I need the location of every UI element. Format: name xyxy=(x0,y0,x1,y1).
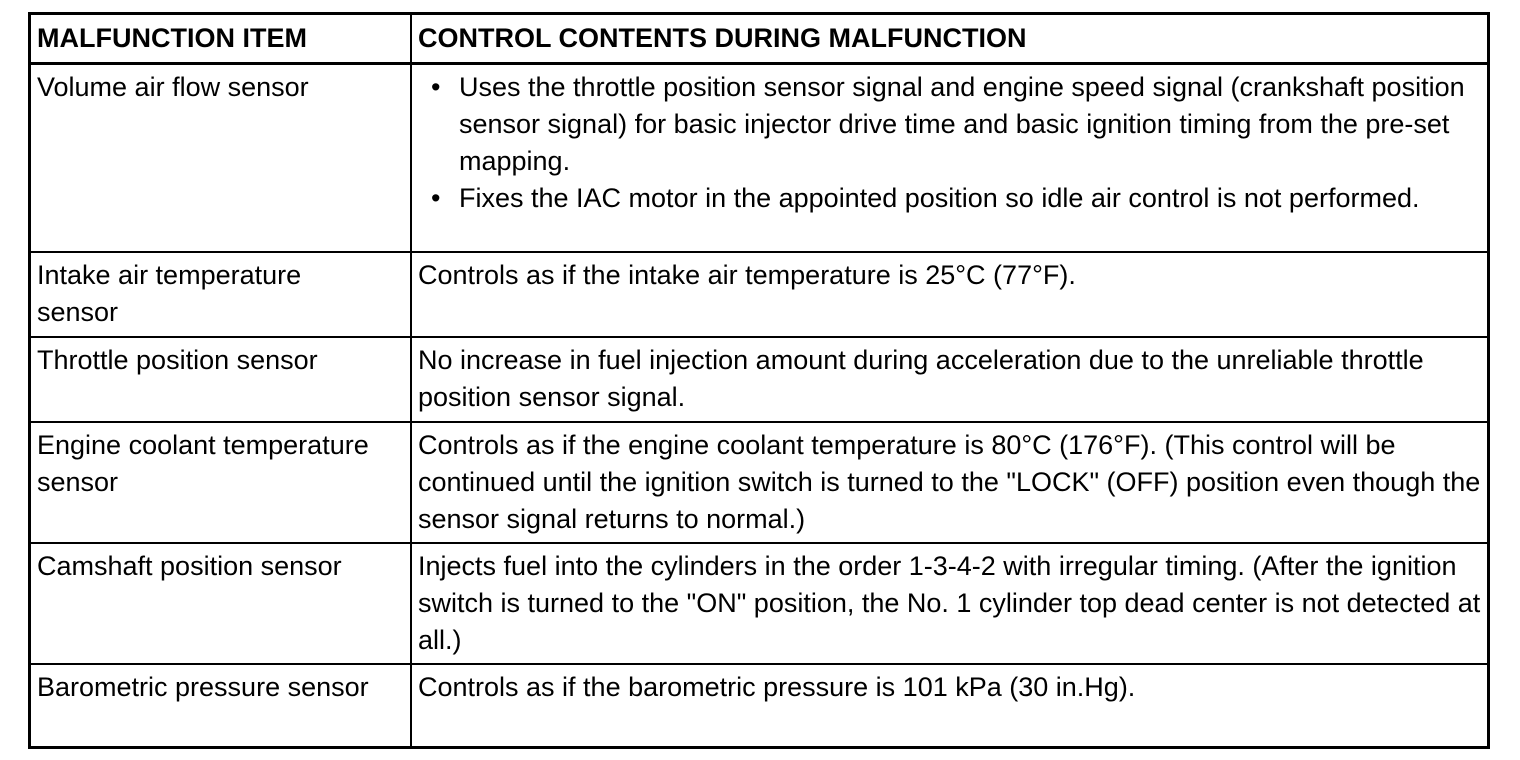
table-header-row xyxy=(30,14,1489,64)
bullet-list xyxy=(418,69,1481,217)
control-contents-cell: Controls as if the intake air temperature is 25°C (77°F). xyxy=(411,252,1489,337)
table-row xyxy=(30,252,1489,337)
malfunction-item-cell: Camshaft position sensor xyxy=(30,543,412,664)
control-contents-cell xyxy=(411,64,1489,252)
malfunction-item-cell: Intake air temperature sensor xyxy=(30,252,412,337)
malfunction-item-cell: Volume air flow sensor xyxy=(30,64,412,252)
table-body xyxy=(30,64,1489,748)
malfunction-item-cell: Barometric pressure sensor xyxy=(30,664,412,748)
control-contents-cell: No increase in fuel injection amount during acceleration due to the unreliable throttle position sensor signal. xyxy=(411,337,1489,422)
table-row xyxy=(30,64,1489,252)
bullet-item: • Uses the throttle position sensor signal and engine speed signal (crankshaft position sensor signal) for basic injector drive time and basic ignition timing from the pre-set mapping. xyxy=(418,69,1481,180)
header-malfunction-item: MALFUNCTION ITEM xyxy=(30,14,412,64)
malfunction-control-table xyxy=(28,12,1490,749)
table-row xyxy=(30,337,1489,422)
header-control-contents: CONTROL CONTENTS DURING MALFUNCTION xyxy=(411,14,1489,64)
bullet-item: • Fixes the IAC motor in the appointed position so idle air control is not performed. xyxy=(418,180,1481,217)
control-contents-cell: Injects fuel into the cylinders in the order 1-3-4-2 with irregular timing. (After the ignition switch is turned to the "ON" position, the No. 1 cylinder top dead center is not detected at all.) xyxy=(411,543,1489,664)
table-row xyxy=(30,543,1489,664)
control-contents-cell: Controls as if the barometric pressure is 101 kPa (30 in.Hg). xyxy=(411,664,1489,748)
header-row xyxy=(30,14,1489,64)
control-contents-cell: Controls as if the engine coolant temperature is 80°C (176°F). (This control will be continued until the ignition switch is turned to the "LOCK" (OFF) position even though the sensor signal returns to normal.) xyxy=(411,422,1489,543)
table-row xyxy=(30,664,1489,748)
malfunction-item-cell: Engine coolant temperature sensor xyxy=(30,422,412,543)
malfunction-item-cell: Throttle position sensor xyxy=(30,337,412,422)
table-row xyxy=(30,422,1489,543)
